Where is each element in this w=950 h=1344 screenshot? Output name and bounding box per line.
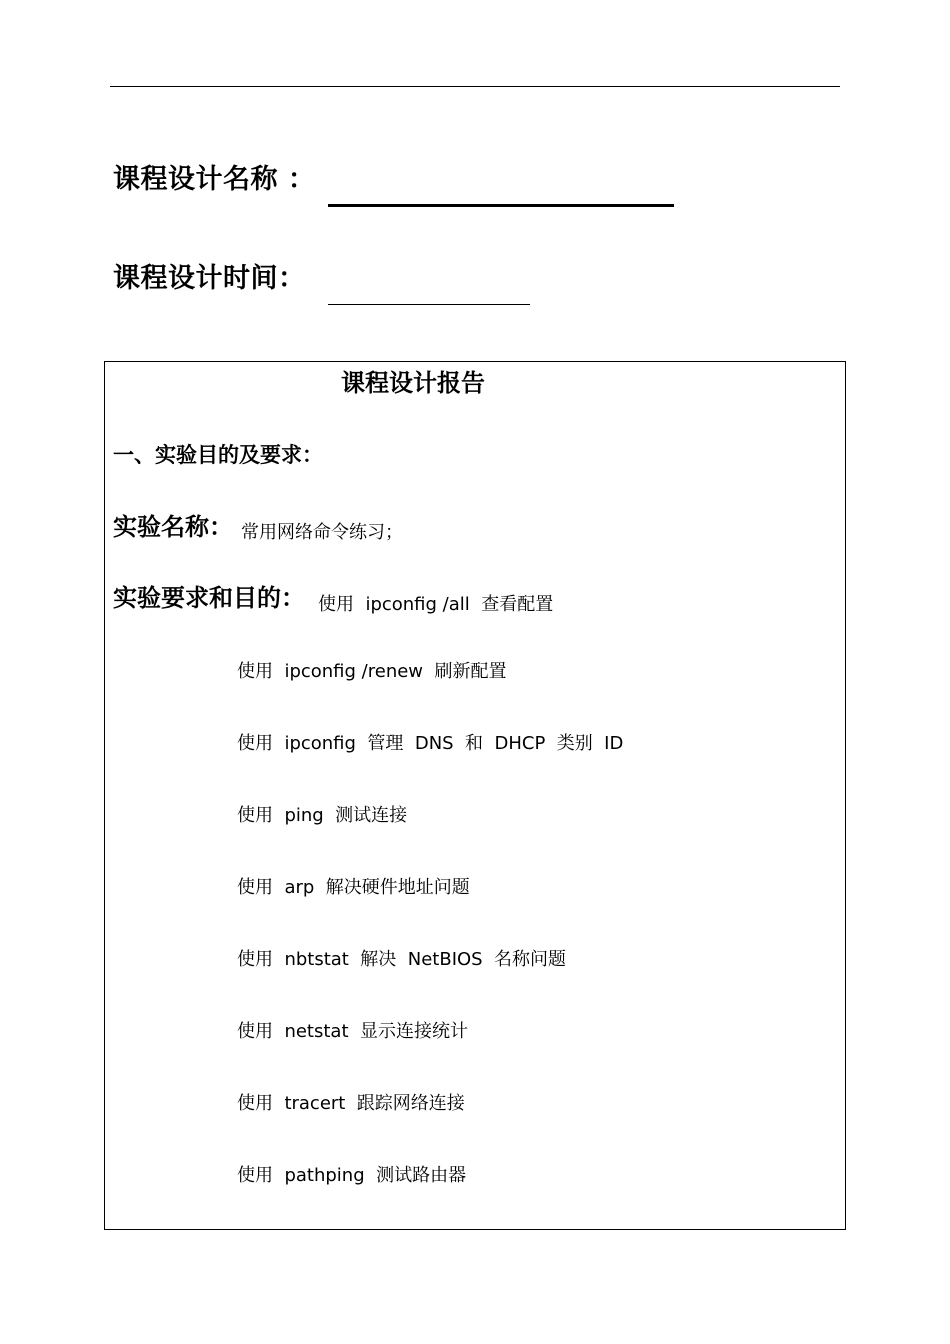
section-heading: 一、实验目的及要求： <box>113 443 323 467</box>
requirements-item: 使用 nbtstat 解决 NetBIOS 名称问题 <box>237 949 567 970</box>
requirements-item: 使用 ipconfig 管理 DNS 和 DHCP 类别 ID <box>237 733 624 754</box>
experiment-name-value: 常用网络命令练习； <box>241 522 403 543</box>
requirements-item-first: 使用 ipconfig /all 查看配置 <box>318 594 554 615</box>
report-title: 课程设计报告 <box>341 369 485 397</box>
requirements-item: 使用 ping 测试连接 <box>237 805 408 826</box>
requirements-item: 使用 arp 解决硬件地址问题 <box>237 877 470 898</box>
requirements-item: 使用 tracert 跟踪网络连接 <box>237 1093 465 1114</box>
requirements-list <box>237 658 623 1234</box>
requirements-label: 实验要求和目的： <box>113 584 305 612</box>
header-rule <box>110 86 840 87</box>
course-design-name-blank <box>328 204 674 207</box>
requirements-item: 使用 ipconfig /renew 刷新配置 <box>237 661 507 682</box>
course-design-time-label: 课程设计时间： <box>113 263 306 294</box>
experiment-name-label: 实验名称： <box>113 513 233 541</box>
course-design-name-label: 课程设计名称 ： <box>113 164 316 195</box>
requirements-item: 使用 netstat 显示连接统计 <box>237 1021 468 1042</box>
course-design-time-blank <box>328 304 530 305</box>
requirements-item: 使用 pathping 测试路由器 <box>237 1165 467 1186</box>
